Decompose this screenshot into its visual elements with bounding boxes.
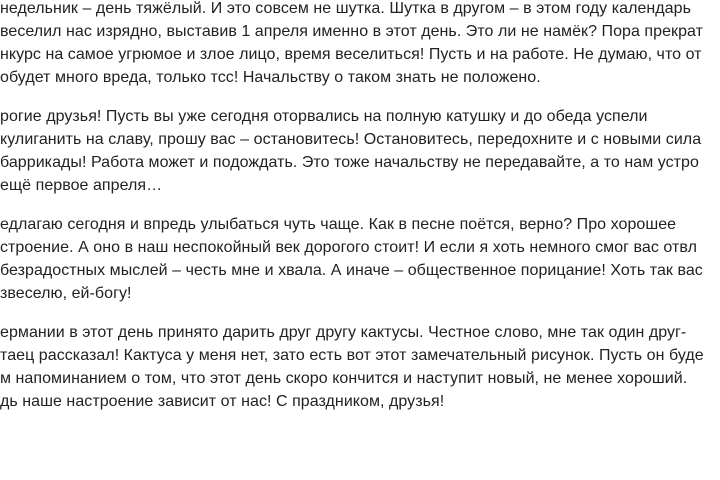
text-line: звеселю, ей-богу! — [0, 285, 132, 302]
text-line: недельник – день тяжёлый. И это совсем не шутка. Шутка в другом – в этом году календарь — [0, 0, 691, 17]
text-line: ермании в этот день принято дарить друг другу кактусы. Честное слово, мне так один друг- — [0, 324, 687, 341]
text-line: едлагаю сегодня и впредь улыбаться чуть чаще. Как в песне поётся, верно? Про хорошее — [0, 216, 677, 233]
text-line: кулиганить на славу, прошу вас – остановитесь! Остановитесь, передохните и с новыми сила — [0, 131, 702, 148]
text-line: рогие друзья! Пусть вы уже сегодня оторвались на полную катушку и до обеда успели — [0, 108, 648, 125]
text-line: м напоминанием о том, что этот день скоро кончится и наступит новый, не менее хороший. — [0, 370, 688, 387]
text-line: баррикады! Работа может и подождать. Это тоже начальству не передавайте, а то нам устро — [0, 154, 699, 171]
text-line: обудет много вреда, только тсс! Начальству о таком знать не положено. — [0, 69, 541, 86]
text-line: таец рассказал! Кактуса у меня нет, зато есть вот этот замечательный рисунок. Пусть он буде — [0, 347, 704, 364]
text-line: безрадостных мыслей – честь мне и хвала. А иначе – общественное порицание! Хоть так вас — [0, 262, 703, 279]
text-line: веселил нас изрядно, выставив 1 апреля именно в этот день. Это ли не намёк? Пора прекрат — [0, 23, 704, 40]
text-line: строение. А оно в наш неспокойный век дорогого стоит! И если я хоть немного смог вас отвл — [0, 239, 697, 256]
text-line: дь наше настроение зависит от нас! С праздником, друзья! — [0, 393, 445, 410]
text-line: ещё первое апреля… — [0, 177, 163, 194]
text-line: нкурс на самое угрюмое и злое лицо, время веселиться! Пусть и на работе. Не думаю, что от — [0, 46, 702, 63]
